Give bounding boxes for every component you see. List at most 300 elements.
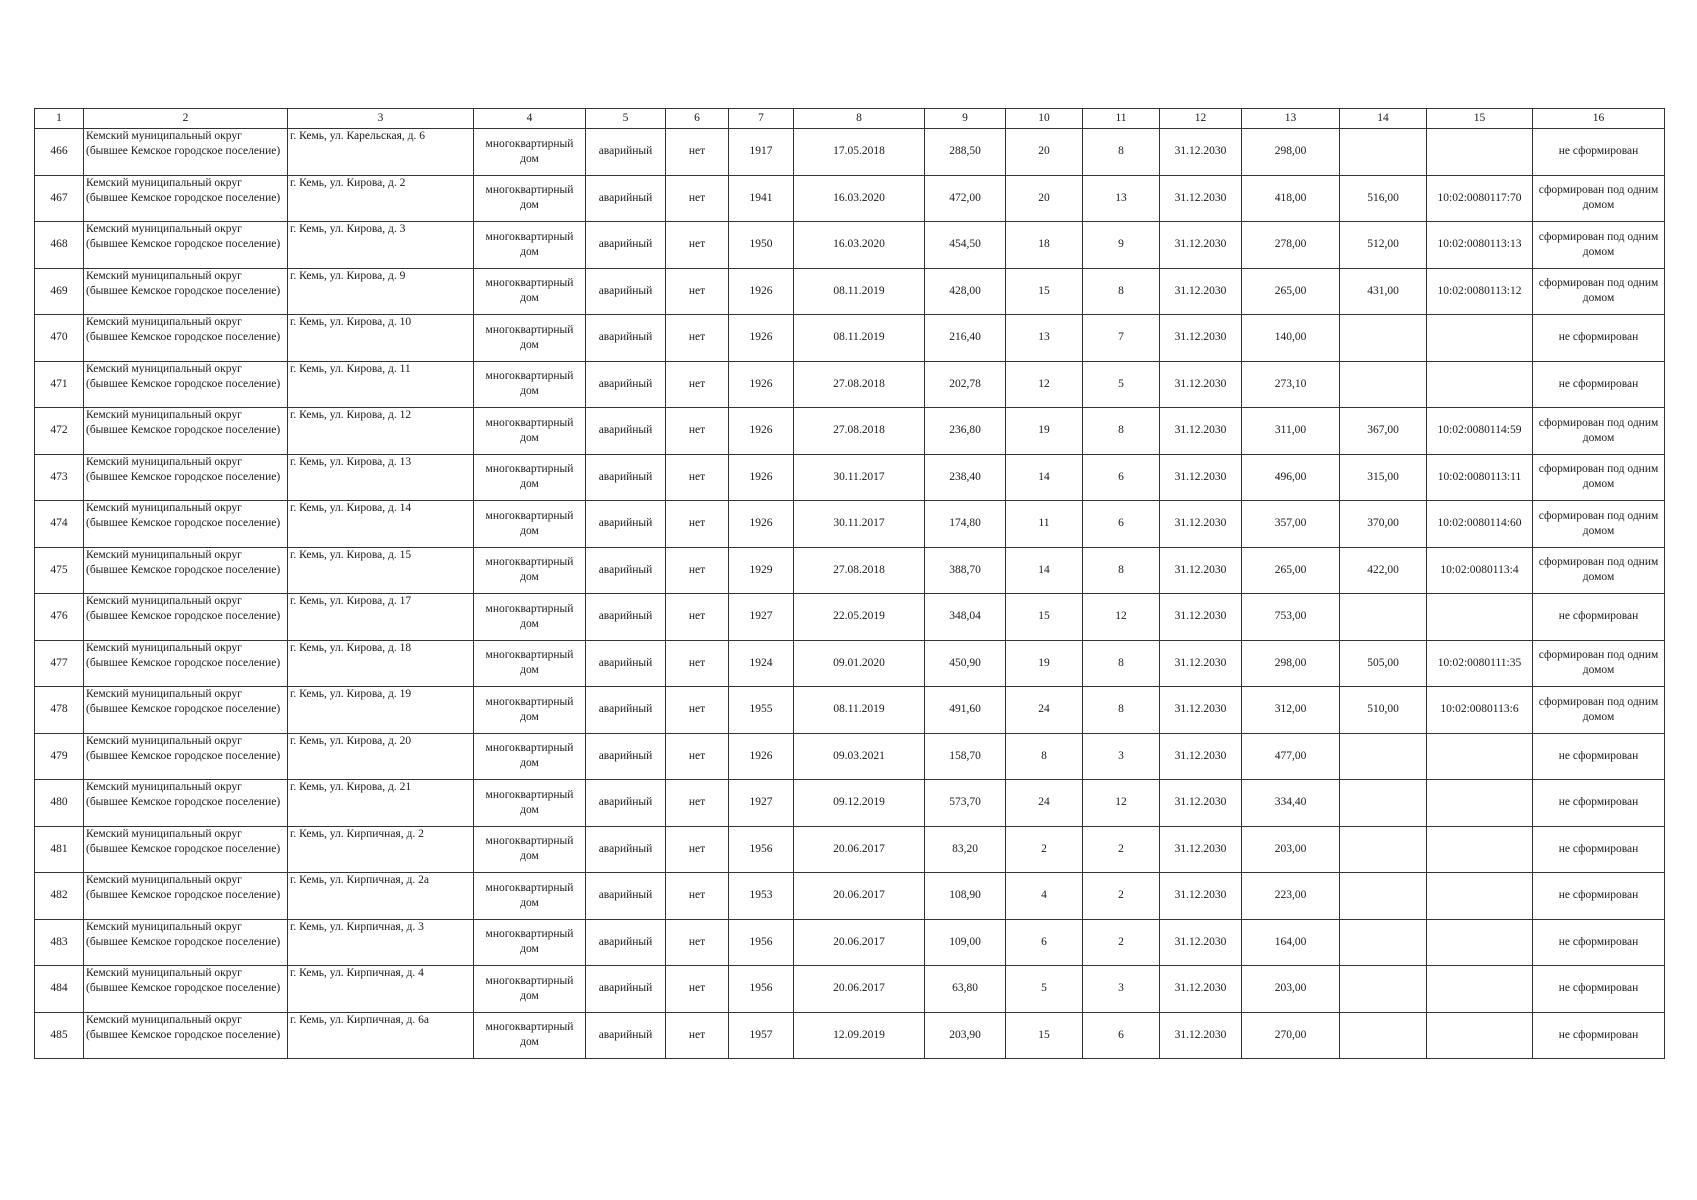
table-cell: аварийный bbox=[586, 129, 666, 176]
table-cell bbox=[1427, 129, 1533, 176]
table-cell bbox=[1427, 1012, 1533, 1059]
table-cell: 12 bbox=[1006, 361, 1083, 408]
table-cell: г. Кемь, ул. Кирпичная, д. 4 bbox=[288, 966, 474, 1013]
table-cell: многоквартирный дом bbox=[474, 129, 586, 176]
table-cell bbox=[1427, 966, 1533, 1013]
column-header: 15 bbox=[1427, 109, 1533, 129]
table-cell: 31.12.2030 bbox=[1160, 780, 1242, 827]
table-cell: 31.12.2030 bbox=[1160, 315, 1242, 362]
table-cell: не сформирован bbox=[1533, 1012, 1665, 1059]
table-cell: г. Кемь, ул. Кирова, д. 17 bbox=[288, 594, 474, 641]
table-cell: 472,00 bbox=[925, 175, 1006, 222]
table-cell: нет bbox=[666, 547, 729, 594]
table-cell: 1956 bbox=[729, 966, 794, 1013]
table-cell: 31.12.2030 bbox=[1160, 268, 1242, 315]
column-header: 8 bbox=[794, 109, 925, 129]
table-cell: многоквартирный дом bbox=[474, 361, 586, 408]
table-cell: 22.05.2019 bbox=[794, 594, 925, 641]
table-cell: 20 bbox=[1006, 175, 1083, 222]
table-cell: не сформирован bbox=[1533, 129, 1665, 176]
table-cell: 08.11.2019 bbox=[794, 687, 925, 734]
table-cell: 516,00 bbox=[1340, 175, 1427, 222]
table-cell: 573,70 bbox=[925, 780, 1006, 827]
table-cell: 31.12.2030 bbox=[1160, 594, 1242, 641]
table-cell: 08.11.2019 bbox=[794, 268, 925, 315]
table-cell: нет bbox=[666, 222, 729, 269]
table-cell: Кемский муниципальный округ (бывшее Кемское городское поселение) bbox=[84, 547, 288, 594]
table-cell: нет bbox=[666, 454, 729, 501]
table-cell: 753,00 bbox=[1242, 594, 1340, 641]
table-row bbox=[35, 175, 1665, 222]
column-header: 1 bbox=[35, 109, 84, 129]
table-cell: аварийный bbox=[586, 222, 666, 269]
table-cell: аварийный bbox=[586, 268, 666, 315]
table-cell: аварийный bbox=[586, 175, 666, 222]
table-cell: 466 bbox=[35, 129, 84, 176]
table-cell: многоквартирный дом bbox=[474, 408, 586, 455]
table-cell: Кемский муниципальный округ (бывшее Кемское городское поселение) bbox=[84, 222, 288, 269]
table-cell: 203,00 bbox=[1242, 966, 1340, 1013]
table-cell: 15 bbox=[1006, 594, 1083, 641]
table-cell: 13 bbox=[1006, 315, 1083, 362]
table-cell: 1955 bbox=[729, 687, 794, 734]
table-cell: 10:02:0080114:60 bbox=[1427, 501, 1533, 548]
table-cell: Кемский муниципальный округ (бывшее Кемское городское поселение) bbox=[84, 640, 288, 687]
table-cell: 485 bbox=[35, 1012, 84, 1059]
table-cell: 469 bbox=[35, 268, 84, 315]
table-cell: аварийный bbox=[586, 826, 666, 873]
table-cell: 31.12.2030 bbox=[1160, 873, 1242, 920]
table-cell: 2 bbox=[1083, 826, 1160, 873]
table-cell: 505,00 bbox=[1340, 640, 1427, 687]
table-cell: нет bbox=[666, 501, 729, 548]
table-cell: 496,00 bbox=[1242, 454, 1340, 501]
table-row bbox=[35, 826, 1665, 873]
table-cell: г. Кемь, ул. Кирова, д. 19 bbox=[288, 687, 474, 734]
table-cell: 31.12.2030 bbox=[1160, 129, 1242, 176]
table-cell bbox=[1340, 780, 1427, 827]
table-cell: 484 bbox=[35, 966, 84, 1013]
table-cell: 14 bbox=[1006, 547, 1083, 594]
table-cell: 6 bbox=[1083, 1012, 1160, 1059]
table-cell bbox=[1340, 315, 1427, 362]
table-cell bbox=[1340, 919, 1427, 966]
column-header: 2 bbox=[84, 109, 288, 129]
table-cell: 15 bbox=[1006, 268, 1083, 315]
table-cell: сформирован под одним домом bbox=[1533, 501, 1665, 548]
table-cell: аварийный bbox=[586, 640, 666, 687]
table-cell: 1927 bbox=[729, 594, 794, 641]
table-cell: 510,00 bbox=[1340, 687, 1427, 734]
table-cell: 471 bbox=[35, 361, 84, 408]
table-cell: многоквартирный дом bbox=[474, 594, 586, 641]
table-cell: 236,80 bbox=[925, 408, 1006, 455]
table-cell: 8 bbox=[1083, 129, 1160, 176]
table-cell: сформирован под одним домом bbox=[1533, 408, 1665, 455]
table-cell: аварийный bbox=[586, 873, 666, 920]
table-cell: аварийный bbox=[586, 594, 666, 641]
table-row bbox=[35, 361, 1665, 408]
table-cell: Кемский муниципальный округ (бывшее Кемское городское поселение) bbox=[84, 733, 288, 780]
table-cell: 09.03.2021 bbox=[794, 733, 925, 780]
table-cell: 270,00 bbox=[1242, 1012, 1340, 1059]
table-cell: 6 bbox=[1083, 454, 1160, 501]
table-cell bbox=[1427, 780, 1533, 827]
table-cell: нет bbox=[666, 733, 729, 780]
table-cell: г. Кемь, ул. Кирпичная, д. 2 bbox=[288, 826, 474, 873]
table-cell: 1926 bbox=[729, 454, 794, 501]
table-cell: многоквартирный дом bbox=[474, 175, 586, 222]
table-cell: аварийный bbox=[586, 919, 666, 966]
table-cell: 288,50 bbox=[925, 129, 1006, 176]
table-row bbox=[35, 640, 1665, 687]
table-cell: нет bbox=[666, 268, 729, 315]
table-cell: 203,90 bbox=[925, 1012, 1006, 1059]
table-cell: 31.12.2030 bbox=[1160, 966, 1242, 1013]
table-cell: 491,60 bbox=[925, 687, 1006, 734]
table-cell: многоквартирный дом bbox=[474, 966, 586, 1013]
table-cell: 31.12.2030 bbox=[1160, 222, 1242, 269]
document-sheet bbox=[34, 108, 1664, 1059]
table-cell: многоквартирный дом bbox=[474, 454, 586, 501]
table-cell: 83,20 bbox=[925, 826, 1006, 873]
table-cell: 31.12.2030 bbox=[1160, 454, 1242, 501]
table-cell: г. Кемь, ул. Кирова, д. 3 bbox=[288, 222, 474, 269]
table-cell: 10:02:0080113:6 bbox=[1427, 687, 1533, 734]
table-cell: 5 bbox=[1083, 361, 1160, 408]
table-cell: 10:02:0080117:70 bbox=[1427, 175, 1533, 222]
column-header: 4 bbox=[474, 109, 586, 129]
table-cell: многоквартирный дом bbox=[474, 640, 586, 687]
table-cell: 1926 bbox=[729, 315, 794, 362]
table-cell: многоквартирный дом bbox=[474, 919, 586, 966]
table-cell bbox=[1427, 361, 1533, 408]
table-cell: 315,00 bbox=[1340, 454, 1427, 501]
table-cell: г. Кемь, ул. Кирова, д. 21 bbox=[288, 780, 474, 827]
table-cell: многоквартирный дом bbox=[474, 547, 586, 594]
table-cell: 512,00 bbox=[1340, 222, 1427, 269]
table-cell: г. Кемь, ул. Кирова, д. 12 bbox=[288, 408, 474, 455]
table-cell: Кемский муниципальный округ (бывшее Кемское городское поселение) bbox=[84, 268, 288, 315]
table-row bbox=[35, 687, 1665, 734]
table-cell: 11 bbox=[1006, 501, 1083, 548]
table-cell: 13 bbox=[1083, 175, 1160, 222]
table-cell: 367,00 bbox=[1340, 408, 1427, 455]
table-cell: Кемский муниципальный округ (бывшее Кемское городское поселение) bbox=[84, 129, 288, 176]
table-cell: 27.08.2018 bbox=[794, 361, 925, 408]
table-cell: сформирован под одним домом bbox=[1533, 454, 1665, 501]
table-cell: 140,00 bbox=[1242, 315, 1340, 362]
table-cell: сформирован под одним домом bbox=[1533, 222, 1665, 269]
table-cell: 10:02:0080113:11 bbox=[1427, 454, 1533, 501]
housing-table bbox=[34, 108, 1665, 1059]
table-cell: 63,80 bbox=[925, 966, 1006, 1013]
table-cell: 31.12.2030 bbox=[1160, 640, 1242, 687]
table-cell: Кемский муниципальный округ (бывшее Кемское городское поселение) bbox=[84, 873, 288, 920]
table-cell: 8 bbox=[1083, 640, 1160, 687]
table-cell bbox=[1340, 826, 1427, 873]
table-row bbox=[35, 594, 1665, 641]
table-cell bbox=[1340, 129, 1427, 176]
table-body bbox=[35, 129, 1665, 1059]
table-cell: 334,40 bbox=[1242, 780, 1340, 827]
table-cell: 20.06.2017 bbox=[794, 873, 925, 920]
column-header: 7 bbox=[729, 109, 794, 129]
table-cell: 348,04 bbox=[925, 594, 1006, 641]
table-cell bbox=[1340, 733, 1427, 780]
table-cell: 477 bbox=[35, 640, 84, 687]
table-cell: г. Кемь, ул. Кирова, д. 20 bbox=[288, 733, 474, 780]
table-cell: 27.08.2018 bbox=[794, 408, 925, 455]
table-row bbox=[35, 408, 1665, 455]
table-cell: 298,00 bbox=[1242, 640, 1340, 687]
table-cell: 31.12.2030 bbox=[1160, 919, 1242, 966]
table-cell: 158,70 bbox=[925, 733, 1006, 780]
table-cell: сформирован под одним домом bbox=[1533, 547, 1665, 594]
column-header: 16 bbox=[1533, 109, 1665, 129]
table-cell bbox=[1340, 594, 1427, 641]
table-cell: многоквартирный дом bbox=[474, 222, 586, 269]
table-cell: 109,00 bbox=[925, 919, 1006, 966]
table-cell: Кемский муниципальный округ (бывшее Кемское городское поселение) bbox=[84, 687, 288, 734]
table-cell: аварийный bbox=[586, 1012, 666, 1059]
table-cell: многоквартирный дом bbox=[474, 687, 586, 734]
table-cell: сформирован под одним домом bbox=[1533, 268, 1665, 315]
table-cell: 476 bbox=[35, 594, 84, 641]
table-cell: 2 bbox=[1083, 919, 1160, 966]
header-row bbox=[35, 109, 1665, 129]
table-cell: 09.12.2019 bbox=[794, 780, 925, 827]
table-cell: нет bbox=[666, 780, 729, 827]
table-cell: г. Кемь, ул. Кирова, д. 13 bbox=[288, 454, 474, 501]
table-cell: 10:02:0080111:35 bbox=[1427, 640, 1533, 687]
table-cell: 7 bbox=[1083, 315, 1160, 362]
table-cell: не сформирован bbox=[1533, 966, 1665, 1013]
table-cell: 472 bbox=[35, 408, 84, 455]
table-row bbox=[35, 966, 1665, 1013]
table-cell: не сформирован bbox=[1533, 315, 1665, 362]
table-cell: 19 bbox=[1006, 640, 1083, 687]
table-cell: г. Кемь, ул. Кирова, д. 2 bbox=[288, 175, 474, 222]
table-cell: 10:02:0080114:59 bbox=[1427, 408, 1533, 455]
table-cell: Кемский муниципальный округ (бывшее Кемское городское поселение) bbox=[84, 408, 288, 455]
table-cell: 19 bbox=[1006, 408, 1083, 455]
table-cell: 1927 bbox=[729, 780, 794, 827]
table-row bbox=[35, 733, 1665, 780]
table-cell: 09.01.2020 bbox=[794, 640, 925, 687]
table-cell: 478 bbox=[35, 687, 84, 734]
table-cell: аварийный bbox=[586, 501, 666, 548]
table-cell: аварийный bbox=[586, 733, 666, 780]
table-cell: 388,70 bbox=[925, 547, 1006, 594]
table-cell: многоквартирный дом bbox=[474, 268, 586, 315]
table-cell: 31.12.2030 bbox=[1160, 1012, 1242, 1059]
table-cell: 203,00 bbox=[1242, 826, 1340, 873]
table-cell: сформирован под одним домом bbox=[1533, 175, 1665, 222]
table-cell: 10:02:0080113:4 bbox=[1427, 547, 1533, 594]
table-cell: Кемский муниципальный округ (бывшее Кемское городское поселение) bbox=[84, 966, 288, 1013]
table-cell: 1926 bbox=[729, 501, 794, 548]
table-cell bbox=[1427, 919, 1533, 966]
table-cell: 418,00 bbox=[1242, 175, 1340, 222]
table-cell: нет bbox=[666, 919, 729, 966]
table-cell: 31.12.2030 bbox=[1160, 826, 1242, 873]
table-cell bbox=[1340, 966, 1427, 1013]
table-row bbox=[35, 780, 1665, 827]
table-cell: 480 bbox=[35, 780, 84, 827]
table-cell: 298,00 bbox=[1242, 129, 1340, 176]
table-cell: 9 bbox=[1083, 222, 1160, 269]
table-cell: 223,00 bbox=[1242, 873, 1340, 920]
table-cell: 1956 bbox=[729, 826, 794, 873]
table-cell: 1924 bbox=[729, 640, 794, 687]
table-cell: аварийный bbox=[586, 687, 666, 734]
table-cell: 483 bbox=[35, 919, 84, 966]
column-header: 5 bbox=[586, 109, 666, 129]
table-cell: Кемский муниципальный округ (бывшее Кемское городское поселение) bbox=[84, 454, 288, 501]
table-cell bbox=[1427, 733, 1533, 780]
table-cell: 20.06.2017 bbox=[794, 966, 925, 1013]
table-cell: аварийный bbox=[586, 361, 666, 408]
table-cell: 17.05.2018 bbox=[794, 129, 925, 176]
table-cell: 454,50 bbox=[925, 222, 1006, 269]
table-cell: г. Кемь, ул. Карельская, д. 6 bbox=[288, 129, 474, 176]
table-cell bbox=[1427, 315, 1533, 362]
column-header: 14 bbox=[1340, 109, 1427, 129]
table-cell: 1926 bbox=[729, 361, 794, 408]
table-cell: 20.06.2017 bbox=[794, 826, 925, 873]
table-cell: 474 bbox=[35, 501, 84, 548]
table-cell: не сформирован bbox=[1533, 919, 1665, 966]
table-cell: аварийный bbox=[586, 966, 666, 1013]
table-cell: 477,00 bbox=[1242, 733, 1340, 780]
table-cell: многоквартирный дом bbox=[474, 1012, 586, 1059]
table-cell: нет bbox=[666, 687, 729, 734]
table-cell: Кемский муниципальный округ (бывшее Кемское городское поселение) bbox=[84, 780, 288, 827]
table-cell: не сформирован bbox=[1533, 780, 1665, 827]
table-row bbox=[35, 315, 1665, 362]
table-cell: 311,00 bbox=[1242, 408, 1340, 455]
table-cell: нет bbox=[666, 594, 729, 641]
table-cell: 8 bbox=[1083, 408, 1160, 455]
table-cell: 14 bbox=[1006, 454, 1083, 501]
table-cell: 16.03.2020 bbox=[794, 175, 925, 222]
table-cell: 2 bbox=[1083, 873, 1160, 920]
table-cell: 357,00 bbox=[1242, 501, 1340, 548]
table-cell: нет bbox=[666, 873, 729, 920]
table-cell: 1926 bbox=[729, 733, 794, 780]
table-cell: 12.09.2019 bbox=[794, 1012, 925, 1059]
table-cell bbox=[1427, 594, 1533, 641]
table-cell: 174,80 bbox=[925, 501, 1006, 548]
table-cell: 30.11.2017 bbox=[794, 501, 925, 548]
table-cell: нет bbox=[666, 826, 729, 873]
table-cell: 273,10 bbox=[1242, 361, 1340, 408]
table-cell: 1957 bbox=[729, 1012, 794, 1059]
table-cell: 467 bbox=[35, 175, 84, 222]
table-cell: 2 bbox=[1006, 826, 1083, 873]
table-cell: 30.11.2017 bbox=[794, 454, 925, 501]
table-cell: 12 bbox=[1083, 780, 1160, 827]
table-cell: не сформирован bbox=[1533, 826, 1665, 873]
table-cell: 428,00 bbox=[925, 268, 1006, 315]
table-cell: многоквартирный дом bbox=[474, 873, 586, 920]
table-cell: 1926 bbox=[729, 408, 794, 455]
table-cell: аварийный bbox=[586, 780, 666, 827]
table-cell: 15 bbox=[1006, 1012, 1083, 1059]
column-header: 3 bbox=[288, 109, 474, 129]
table-cell: 431,00 bbox=[1340, 268, 1427, 315]
table-row bbox=[35, 873, 1665, 920]
column-header: 11 bbox=[1083, 109, 1160, 129]
column-header: 10 bbox=[1006, 109, 1083, 129]
table-cell: 8 bbox=[1083, 687, 1160, 734]
table-cell: Кемский муниципальный округ (бывшее Кемское городское поселение) bbox=[84, 594, 288, 641]
table-cell: 482 bbox=[35, 873, 84, 920]
table-cell: 278,00 bbox=[1242, 222, 1340, 269]
table-cell: нет bbox=[666, 966, 729, 1013]
table-cell: 312,00 bbox=[1242, 687, 1340, 734]
table-row bbox=[35, 454, 1665, 501]
table-row bbox=[35, 129, 1665, 176]
table-cell: Кемский муниципальный округ (бывшее Кемское городское поселение) bbox=[84, 826, 288, 873]
table-cell: 1929 bbox=[729, 547, 794, 594]
table-cell: аварийный bbox=[586, 315, 666, 362]
table-cell bbox=[1427, 826, 1533, 873]
table-cell: 31.12.2030 bbox=[1160, 733, 1242, 780]
table-row bbox=[35, 1012, 1665, 1059]
column-header: 9 bbox=[925, 109, 1006, 129]
table-cell: 1941 bbox=[729, 175, 794, 222]
table-cell: г. Кемь, ул. Кирпичная, д. 2а bbox=[288, 873, 474, 920]
table-cell: 31.12.2030 bbox=[1160, 687, 1242, 734]
table-cell: 481 bbox=[35, 826, 84, 873]
table-cell: 1953 bbox=[729, 873, 794, 920]
table-cell: 473 bbox=[35, 454, 84, 501]
table-cell: сформирован под одним домом bbox=[1533, 640, 1665, 687]
table-cell: нет bbox=[666, 315, 729, 362]
table-cell: 202,78 bbox=[925, 361, 1006, 408]
table-cell: г. Кемь, ул. Кирова, д. 15 bbox=[288, 547, 474, 594]
table-cell: нет bbox=[666, 408, 729, 455]
table-cell: 31.12.2030 bbox=[1160, 547, 1242, 594]
table-cell: 450,90 bbox=[925, 640, 1006, 687]
table-cell: 31.12.2030 bbox=[1160, 408, 1242, 455]
table-cell: 479 bbox=[35, 733, 84, 780]
table-row bbox=[35, 919, 1665, 966]
table-cell: 10:02:0080113:12 bbox=[1427, 268, 1533, 315]
table-cell: г. Кемь, ул. Кирпичная, д. 6а bbox=[288, 1012, 474, 1059]
table-cell: 265,00 bbox=[1242, 268, 1340, 315]
table-cell: Кемский муниципальный округ (бывшее Кемское городское поселение) bbox=[84, 919, 288, 966]
table-cell: Кемский муниципальный округ (бывшее Кемское городское поселение) bbox=[84, 175, 288, 222]
table-cell: 6 bbox=[1083, 501, 1160, 548]
table-cell: 108,90 bbox=[925, 873, 1006, 920]
table-cell: г. Кемь, ул. Кирова, д. 9 bbox=[288, 268, 474, 315]
table-cell: многоквартирный дом bbox=[474, 733, 586, 780]
table-cell: Кемский муниципальный округ (бывшее Кемское городское поселение) bbox=[84, 501, 288, 548]
table-cell bbox=[1340, 1012, 1427, 1059]
table-cell: 24 bbox=[1006, 780, 1083, 827]
table-cell: 1917 bbox=[729, 129, 794, 176]
table-cell: 5 bbox=[1006, 966, 1083, 1013]
column-header: 12 bbox=[1160, 109, 1242, 129]
table-cell: 3 bbox=[1083, 733, 1160, 780]
table-cell: г. Кемь, ул. Кирова, д. 11 bbox=[288, 361, 474, 408]
table-cell: 31.12.2030 bbox=[1160, 175, 1242, 222]
table-cell: 10:02:0080113:13 bbox=[1427, 222, 1533, 269]
table-cell: 12 bbox=[1083, 594, 1160, 641]
